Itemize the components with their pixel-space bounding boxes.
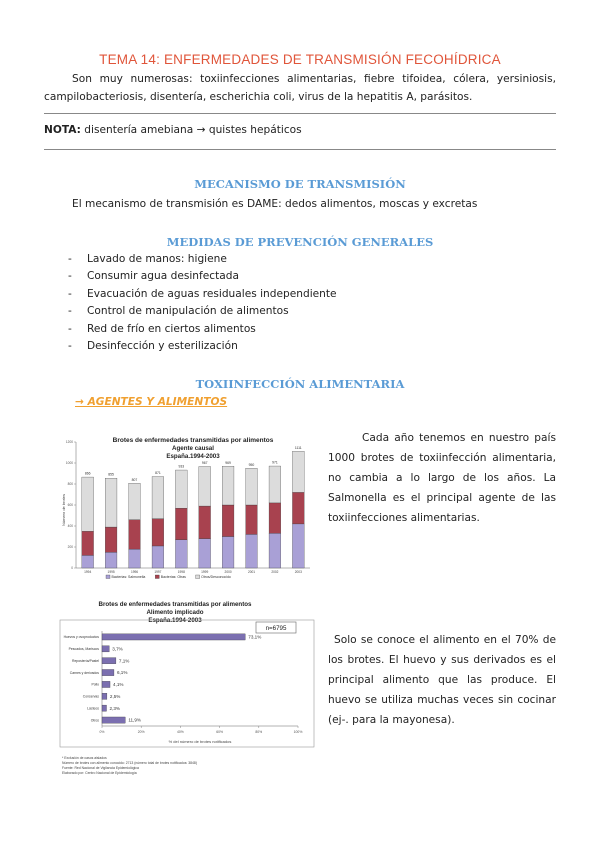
nota-line: [44, 121, 302, 139]
total-label: 871: [155, 471, 161, 476]
bar-segment: [246, 468, 258, 505]
x-tick-label: 100%: [293, 730, 303, 734]
nota-text: disentería amebiana → quistes hepáticos: [80, 124, 302, 136]
bar-segment: [246, 534, 258, 568]
divider-bottom: [44, 149, 556, 150]
footnote: Número de brotes con alimento conocido: 2713 (número total de brotes notificados: 3848): [62, 761, 197, 765]
footnote: * Exclusión de casos aislados: [62, 756, 107, 760]
bar-segment: [129, 520, 141, 549]
list-item: - Red de frío en ciertos alimentos: [68, 322, 256, 335]
x-tick-label: 1995: [107, 570, 115, 574]
y-tick-label: 600: [67, 503, 73, 508]
category-label: Pollo: [91, 682, 99, 687]
chart2-title: Brotes de enfermedades transmitidas por alimentos: [98, 601, 252, 608]
bar-segment: [129, 549, 141, 568]
total-label: 866: [84, 471, 91, 476]
legend-swatch: [106, 575, 110, 579]
category-label: Otros: [90, 718, 99, 723]
total-label: 971: [272, 460, 278, 465]
bar-segment: [175, 540, 187, 568]
y-tick-label: 1000: [65, 461, 73, 466]
category-label: Huevos y ovoproductos: [63, 635, 99, 640]
bar: [102, 646, 109, 652]
x-tick-label: 2003: [294, 570, 302, 574]
bar-segment: [152, 519, 164, 546]
list-item: - Evacuación de aguas residuales independiente: [68, 287, 337, 300]
footnote: Elaborado por: Centro Nacional de Epidemiología: [62, 771, 137, 775]
nota-label: NOTA:: [44, 124, 81, 136]
chart2-subtitle: Alimento implicado: [146, 609, 204, 616]
bar-segment: [82, 531, 94, 555]
chart2-subtitle2: España.1994-2003: [148, 617, 202, 624]
value-label: 3,7%: [112, 646, 123, 652]
bar-segment: [129, 483, 141, 519]
bar: [102, 693, 107, 699]
bar-segment: [222, 537, 234, 569]
page-title: TEMA 14: ENFERMEDADES DE TRANSMISIÓN FECOHÍDRICA: [99, 52, 501, 67]
x-tick-label: 2001: [247, 570, 256, 574]
chart-agente-causal: [58, 432, 316, 582]
legend-swatch: [155, 575, 159, 579]
value-label: 6,1%: [116, 670, 128, 676]
value-label: 11,9%: [128, 717, 142, 723]
x-tick-label: 40%: [177, 730, 184, 734]
list-item: - Lavado de manos: higiene: [68, 253, 227, 265]
bar-segment: [292, 451, 304, 492]
total-label: 969: [225, 460, 231, 465]
bar-segment: [199, 466, 211, 506]
bar: [102, 705, 107, 711]
category-label: Pescados, Mariscos: [68, 647, 99, 652]
chart1-ylabel: Número de brotes: [61, 493, 66, 527]
intro-paragraph: Son muy numerosas: toxiinfecciones alimentarias, fiebre tifoidea, cólera, yersiniosis, campilobacteriosis, disentería, escherichia coli, virus de la hepatitis A, parásitos.: [44, 73, 556, 103]
bar-segment: [175, 508, 187, 540]
category-label: Carnes y derivados: [69, 670, 99, 675]
list-item: - Consumir agua desinfectada: [68, 270, 239, 283]
list-item: - Control de manipulación de alimentos: [68, 305, 289, 318]
bar-segment: [105, 478, 117, 527]
x-tick-label: 1994: [84, 570, 92, 574]
y-tick-label: 200: [67, 545, 73, 550]
bar: [102, 658, 116, 664]
chart1-subtitle: Agente causal: [172, 445, 214, 452]
y-tick-label: 1200: [65, 440, 73, 445]
category-label: Lácteos: [87, 706, 99, 711]
category-label: Repostería/Pastel: [72, 658, 99, 663]
y-tick-label: 800: [67, 482, 73, 487]
y-tick-label: 400: [67, 524, 73, 529]
value-label: 73,1%: [248, 634, 262, 640]
toxi-text-1: Cada año tenemos en nuestro país 1000 brotes de toxiinfección alimentaria, no cambia a lo largo de los años. La Salmonella es el principal agente de las toxiinfecciones alimentarias.: [328, 432, 556, 524]
value-label: 2,3%: [109, 705, 120, 711]
legend-label: Bacterias: Otras: [160, 575, 186, 580]
bar-segment: [105, 552, 117, 568]
legend-label: Otros/Desconocido: [201, 575, 231, 580]
total-label: 855: [108, 472, 114, 477]
bar-segment: [199, 539, 211, 568]
value-label: 7,1%: [118, 658, 130, 664]
category-label: Conservas: [82, 694, 99, 699]
toxi-text-2: Solo se conoce el alimento en el 70% de los brotes. El huevo y sus derivados es el principal alimento que las produce. El huevo se utiliza muchas veces sin cocinar (ej-. para la mayonesa).: [328, 634, 556, 726]
x-tick-label: 60%: [216, 730, 223, 734]
value-label: 2,5%: [109, 693, 121, 699]
bar-segment: [292, 524, 304, 568]
x-tick-label: 0%: [99, 730, 105, 734]
bar-segment: [152, 546, 164, 568]
x-tick-label: 1999: [201, 570, 209, 574]
bar-segment: [246, 505, 258, 534]
value-label: 4,1%: [113, 682, 124, 688]
bar-segment: [199, 506, 211, 539]
total-label: 1111: [294, 445, 302, 450]
bar-segment: [222, 466, 234, 505]
bar: [102, 681, 110, 687]
chart1-subtitle2: España.1994-2003: [166, 453, 220, 460]
bar-segment: [222, 505, 234, 537]
x-tick-label: 20%: [137, 730, 145, 734]
total-label: 807: [131, 477, 138, 482]
chart2-badge: n=6795: [265, 625, 287, 632]
agentes-subheading: → AGENTES Y ALIMENTOS: [75, 396, 228, 408]
x-tick-label: 80%: [255, 730, 263, 734]
x-tick-label: 2002: [271, 570, 279, 574]
toxi-heading: TOXIINFECCIÓN ALIMENTARIA: [195, 377, 405, 391]
footnote: Fuente: Red Nacional de Vigilancia Epidemiológica: [62, 766, 139, 770]
x-tick-label: 1997: [154, 570, 162, 574]
chart1-title: Brotes de enfermedades transmitidas por alimentos: [112, 437, 274, 444]
bar-segment: [82, 555, 94, 568]
y-tick-label: 0: [71, 566, 73, 571]
chart-alimento-implicado: [58, 598, 320, 786]
bar-segment: [82, 477, 94, 531]
list-item: - Desinfección y esterilización: [68, 340, 238, 353]
total-label: 967: [201, 460, 208, 465]
x-tick-label: 2000: [224, 570, 232, 574]
medidas-heading: MEDIDAS DE PREVENCIÓN GENERALES: [166, 235, 434, 249]
bar-segment: [292, 492, 304, 524]
mecanismo-heading: MECANISMO DE TRANSMISIÓN: [194, 177, 406, 191]
legend-swatch: [196, 575, 200, 579]
total-label: 950: [248, 462, 255, 467]
bar: [102, 634, 245, 640]
total-label: 933: [178, 464, 185, 469]
bar-segment: [269, 466, 281, 503]
bar: [102, 669, 114, 675]
bar-segment: [269, 503, 281, 533]
bar: [102, 717, 125, 723]
divider-top: [44, 113, 556, 114]
x-tick-label: 1996: [130, 570, 139, 574]
legend-label: Bacterias: Salmonella: [111, 575, 146, 580]
medidas-list: [68, 251, 337, 355]
bar-segment: [269, 533, 281, 568]
mecanismo-text: El mecanismo de transmisión es DAME: dedos alimentos, moscas y excretas: [72, 198, 478, 210]
chart2-xlabel: % del número de brotes notificados: [168, 739, 232, 744]
bar-segment: [105, 527, 117, 552]
x-tick-label: 1998: [177, 570, 185, 574]
bar-segment: [175, 470, 187, 508]
bar-segment: [152, 477, 164, 519]
